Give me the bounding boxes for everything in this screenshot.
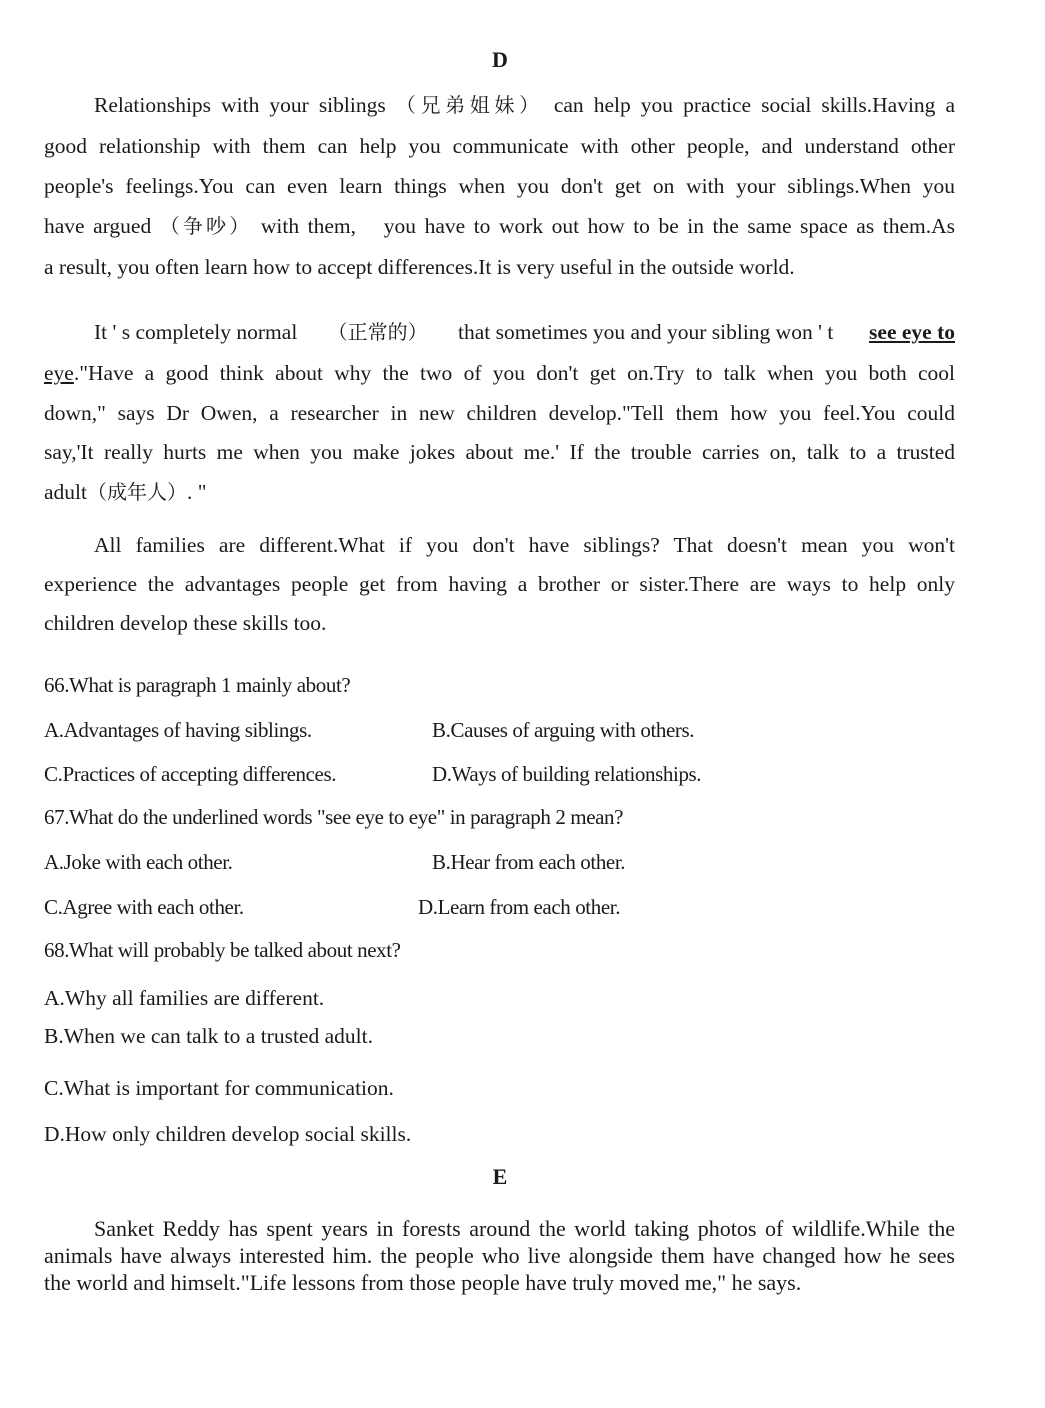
option-a[interactable]: A.Advantages of having siblings. (44, 718, 312, 742)
text: . " (187, 480, 207, 504)
text: ."Have a good think about why the two of you don't get on.Try to talk when you both cool (73, 361, 955, 385)
question-text: 68.What will probably be talked about next? (44, 938, 401, 962)
option-c[interactable]: C.Practices of accepting differences. (44, 762, 337, 786)
paragraph-line: children develop these skills too. (44, 611, 327, 635)
paragraph-line: the world and himselt."Life lessons from those people have truly moved me," he says. (44, 1270, 802, 1295)
paragraph-line: a result, you often learn how to accept differences.It is very useful in the outside world. (44, 255, 795, 279)
chinese-gloss: （成年人） (87, 480, 187, 504)
paragraph-line: All families are different.What if you don't have siblings? That doesn't mean you won't (94, 533, 955, 557)
question-text: 67.What do the underlined words "see eye to eye" in paragraph 2 mean? (44, 805, 624, 829)
text: that sometimes you and your sibling won ' t (457, 320, 839, 344)
question-text: 66.What is paragraph 1 mainly about? (44, 673, 351, 697)
paragraph-line: say,'It really hurts me when you make jokes about me.' If the trouble carries on, talk to a trusted (44, 440, 955, 464)
paragraph-line: good relationship with them can help you communicate with other people, and understand other (44, 134, 955, 158)
underlined-phrase: see eye to (869, 320, 955, 344)
section-d-heading: D (492, 47, 508, 72)
paragraph-line (94, 319, 955, 345)
option-c[interactable]: C.Agree with each other. (44, 895, 244, 919)
paragraph-line (44, 213, 955, 239)
underlined-phrase: eye (44, 361, 74, 385)
option-b[interactable]: B.Causes of arguing with others. (432, 718, 695, 742)
text: Relationships with your siblings (94, 93, 386, 117)
paragraph-line: experience the advantages people get from having a brother or sister.There are ways to help only (44, 572, 955, 596)
paragraph-line: people's feelings.You can even learn things when you don't get on with your siblings.When you (44, 174, 955, 198)
option-d[interactable]: D.Ways of building relationships. (432, 762, 702, 786)
text: It ' s completely normal (94, 320, 298, 344)
paragraph-line: Sanket Reddy has spent years in forests around the world taking photos of wildlife.While the (94, 1216, 955, 1241)
chinese-gloss: （正常的） (327, 320, 428, 344)
option-c[interactable]: C.What is important for communication. (44, 1076, 394, 1100)
text: with them, you have to work out how to be in the same space as them.As (260, 214, 955, 238)
paragraph-line (44, 360, 955, 386)
chinese-gloss: （兄弟姐妹） (395, 93, 544, 117)
section-e-heading: E (492, 1164, 508, 1189)
option-a[interactable]: A.Why all families are different. (44, 986, 325, 1010)
paragraph-line: down," says Dr Owen, a researcher in new children develop."Tell them how you feel.You could (44, 401, 955, 425)
text: have argued (44, 214, 152, 238)
text: adult (44, 480, 87, 504)
paragraph-line (44, 479, 955, 505)
option-a[interactable]: A.Joke with each other. (44, 850, 233, 874)
option-b[interactable]: B.When we can talk to a trusted adult. (44, 1024, 373, 1048)
option-d[interactable]: D.Learn from each other. (418, 895, 621, 919)
option-d[interactable]: D.How only children develop social skills. (44, 1122, 412, 1146)
option-b[interactable]: B.Hear from each other. (432, 850, 626, 874)
paragraph-line (94, 92, 955, 118)
text: can help you practice social skills.Having a (553, 93, 956, 117)
paragraph-line: animals have always interested him. the people who live alongside them have changed how he sees (44, 1243, 955, 1268)
chinese-gloss: （争吵） (159, 214, 253, 238)
